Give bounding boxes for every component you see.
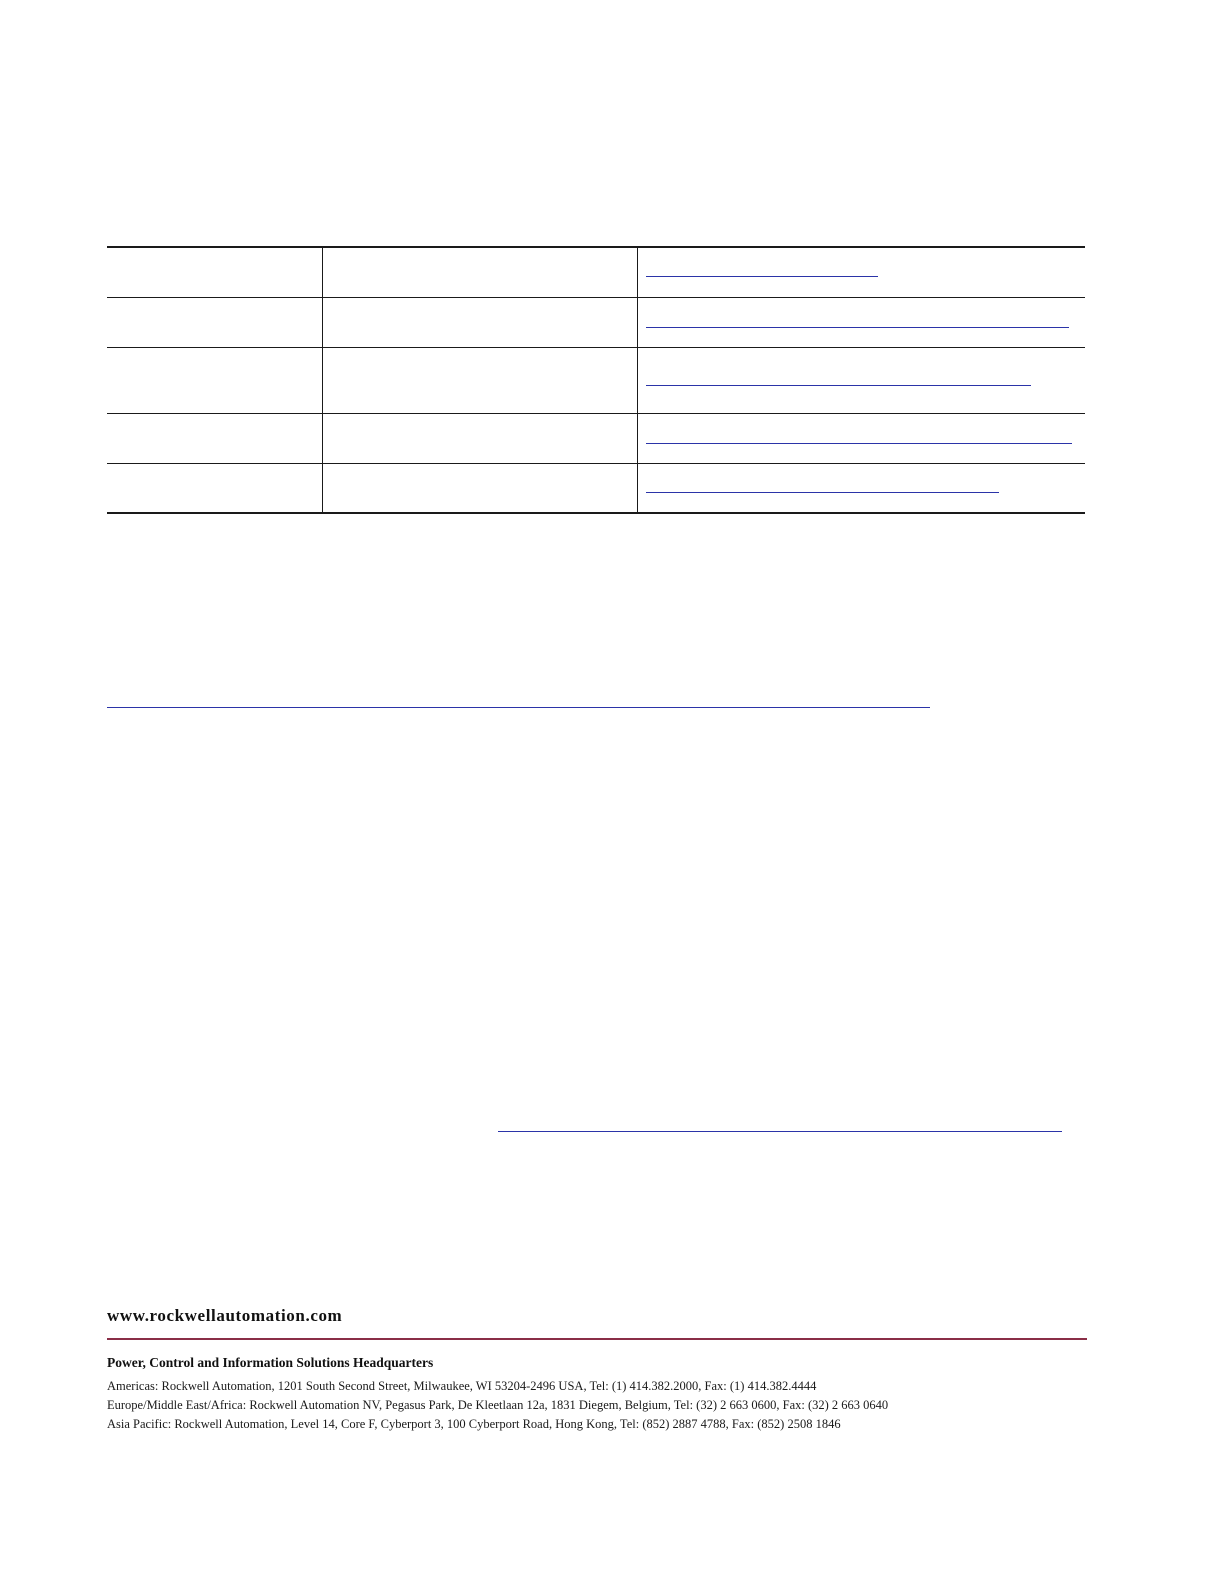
- table-row: [107, 297, 1085, 347]
- table-cell: [638, 463, 1086, 513]
- table-row: [107, 463, 1085, 513]
- hyperlink-underline[interactable]: [646, 276, 878, 277]
- table-cell: [323, 247, 638, 297]
- website-url[interactable]: www.rockwellautomation.com: [107, 1306, 343, 1325]
- support-table: [107, 246, 1085, 514]
- table-row: [107, 347, 1085, 413]
- table-cell: [107, 463, 323, 513]
- table-row: [107, 413, 1085, 463]
- address-asia-pacific: Asia Pacific: Rockwell Automation, Level 14, Core F, Cyberport 3, 100 Cyberport Road, Hong Kong, Tel: (852) 2887 4788, Fax: (852) 2508 1846: [107, 1417, 841, 1431]
- hyperlink-underline[interactable]: [646, 443, 1072, 444]
- table-cell: [638, 247, 1086, 297]
- table-cell: [638, 347, 1086, 413]
- hyperlink-underline[interactable]: [646, 385, 1031, 386]
- address-emea: Europe/Middle East/Africa: Rockwell Automation NV, Pegasus Park, De Kleetlaan 12a, 1831 Diegem, Belgium, Tel: (32) 2 663 0600, Fax: (32) 2 663 0640: [107, 1398, 889, 1412]
- table-cell: [107, 413, 323, 463]
- table-cell: [107, 247, 323, 297]
- table-cell: [638, 297, 1086, 347]
- table-cell: [107, 297, 323, 347]
- table-cell: [323, 463, 638, 513]
- table-cell: [323, 347, 638, 413]
- table-cell: [323, 297, 638, 347]
- table-cell: [107, 347, 323, 413]
- table-cell: [638, 413, 1086, 463]
- hyperlink-underline[interactable]: [646, 492, 999, 493]
- address-americas: Americas: Rockwell Automation, 1201 South Second Street, Milwaukee, WI 53204-2496 USA, Tel: (1) 414.382.2000, Fax: (1) 414.382.4444: [107, 1379, 817, 1393]
- table-row: [107, 247, 1085, 297]
- hyperlink-underline[interactable]: [646, 327, 1069, 328]
- table-cell: [323, 413, 638, 463]
- hyperlink-underline[interactable]: [498, 1131, 1062, 1132]
- headquarters-title: Power, Control and Information Solutions Headquarters: [107, 1355, 434, 1370]
- hyperlink-underline[interactable]: [107, 707, 930, 708]
- footer-divider: [107, 1338, 1087, 1340]
